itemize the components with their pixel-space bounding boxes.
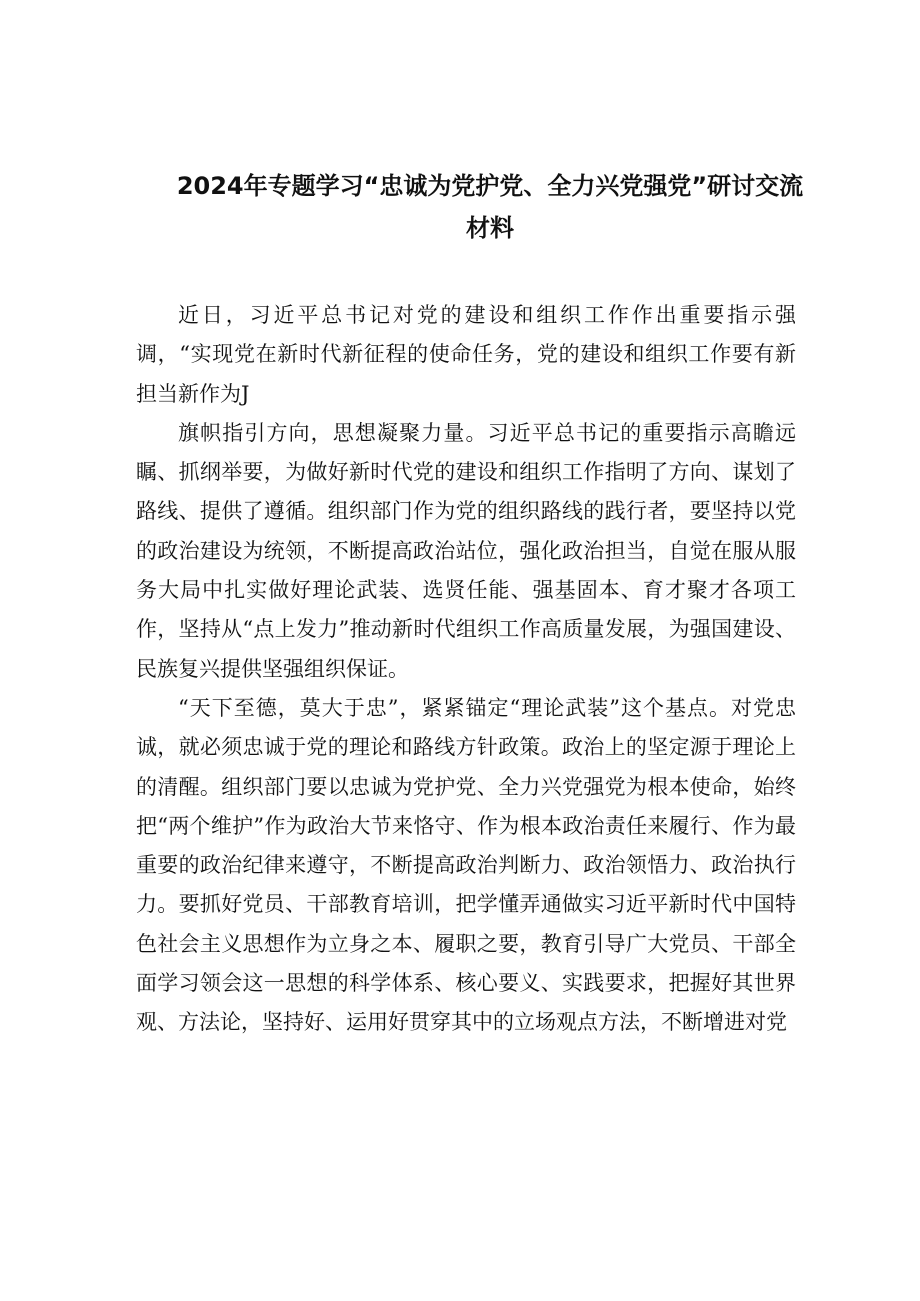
document-title-line-1: 2024年专题学习“忠诚为党护党、全力兴党强党”研讨交流 bbox=[176, 172, 804, 200]
document-title-line-2: 材料 bbox=[466, 214, 514, 242]
paragraph-2: 旗帜指引方向，思想凝聚力量。习近平总书记的重要指示高瞻远瞩、抓纲举要，为做好新时代党的建设和组织工作指明了方向、谋划了路线、提供了遵循。组织部门作为党的组织路线的践行者，要坚持以党的政治建设为统领，不断提高政治站位，强化政治担当，自觉在服从服务大局中扎实做好理论武装、选贤任能、强基固本、育才聚才各项工作，坚持从“点上发力”推动新时代组织工作高质量发展，为强国建设、民族复兴提供坚强组织保证。 bbox=[136, 420, 796, 681]
paragraph-3: “天下至德，莫大于忠”，紧紧锚定“理论武装”这个基点。对党忠诚，就必须忠诚于党的理论和路线方针政策。政治上的坚定源于理论上的清醒。组织部门要以忠诚为党护党、全力兴党强党为根本使命，始终把“两个维护”作为政治大节来恪守、作为根本政治责任来履行、作为最重要的政治纪律来遵守，不断提高政治判断力、政治领悟力、政治执行力。要抓好党员、干部教育培训，把学懂弄通做实习近平新时代中国特色社会主义思想作为立身之本、履职之要，教育引导广大党员、干部全面学习领会这一思想的科学体系、核心要义、实践要求，把握好其世界观、方法论，坚持好、运用好贯穿其中的立场观点方法，不断增进对党 bbox=[136, 695, 796, 1035]
document-title bbox=[100, 165, 880, 249]
document-body bbox=[136, 296, 796, 1043]
paragraph-1: 近日，习近平总书记对党的建设和组织工作作出重要指示强调，“实现党在新时代新征程的使命任务，党的建设和组织工作要有新担当新作为J bbox=[136, 303, 796, 406]
